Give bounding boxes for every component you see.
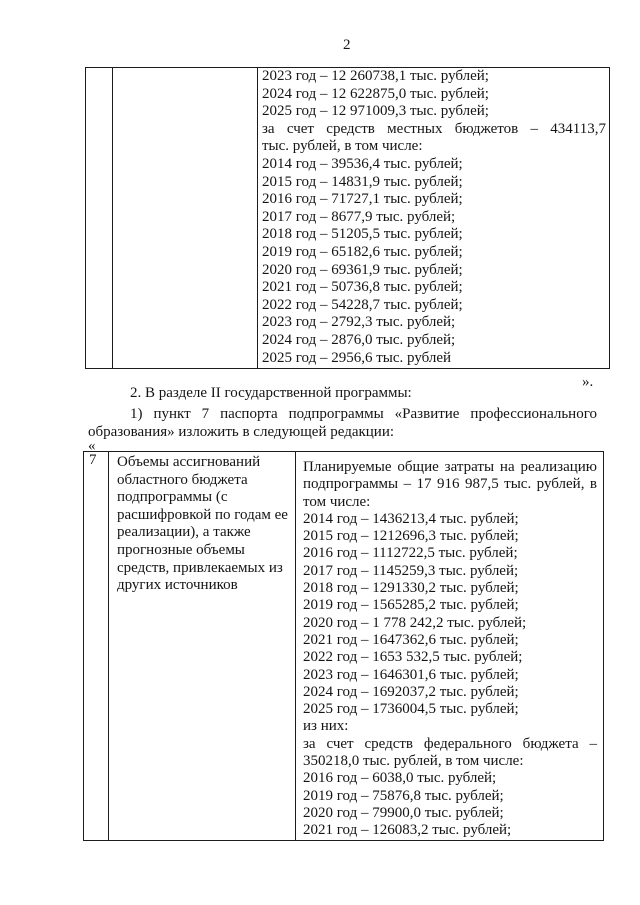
funding-line: 2025 год – 12 971009,3 тыс. рублей; bbox=[262, 103, 489, 120]
funding-line: 2024 год – 2876,0 тыс. рублей; bbox=[262, 331, 456, 348]
funding-values-cell bbox=[258, 68, 609, 368]
item-value-line: 2022 год – 1653 532,5 тыс. рублей; bbox=[303, 649, 523, 666]
funding-line: 2020 год – 69361,9 тыс. рублей; bbox=[262, 261, 463, 278]
subprogram-passport-table bbox=[83, 451, 604, 841]
item-number-cell: 7 bbox=[84, 452, 109, 840]
item-value-line: 2019 год – 1565285,2 тыс. рублей; bbox=[303, 597, 519, 614]
title-cell bbox=[113, 68, 258, 368]
continued-funding-table bbox=[85, 67, 610, 369]
opening-quote: « bbox=[88, 438, 96, 454]
page-number: 2 bbox=[343, 37, 351, 53]
item-title-cell bbox=[109, 452, 296, 840]
item-title-line: расшифровкой по годам ее bbox=[117, 506, 288, 523]
instruction-item-1-line: 1) пункт 7 паспорта подпрограммы «Развитие профессионального bbox=[130, 406, 597, 422]
funding-line: 2023 год – 2792,3 тыс. рублей; bbox=[262, 314, 456, 331]
item-value-line: 350218,0 тыс. рублей, в том числе: bbox=[303, 753, 524, 770]
instruction-item-1-line: образования» изложить в следующей редакции: bbox=[88, 424, 395, 440]
funding-line: 2017 год – 8677,9 тыс. рублей; bbox=[262, 208, 456, 225]
item-value-line: 2021 год – 126083,2 тыс. рублей; bbox=[303, 822, 512, 839]
item-value-line: за счет средств федерального бюджета – bbox=[303, 735, 597, 752]
funding-line: 2019 год – 65182,6 тыс. рублей; bbox=[262, 243, 463, 260]
item-value-line: 2017 год – 1145259,3 тыс. рублей; bbox=[303, 562, 519, 579]
item-value-line: 2014 год – 1436213,4 тыс. рублей; bbox=[303, 510, 519, 527]
item-value-line: том числе: bbox=[303, 493, 371, 510]
funding-line: 2024 год – 12 622875,0 тыс. рублей; bbox=[262, 85, 489, 102]
funding-line: за счет средств местных бюджетов – 434113,7 bbox=[262, 120, 606, 137]
item-value-line: 2024 год – 1692037,2 тыс. рублей; bbox=[303, 683, 519, 700]
item-title-line: прогнозные объемы bbox=[117, 541, 245, 558]
item-value-line: 2018 год – 1291330,2 тыс. рублей; bbox=[303, 580, 519, 597]
funding-line: 2022 год – 54228,7 тыс. рублей; bbox=[262, 296, 463, 313]
item-title-line: Объемы ассигнований bbox=[117, 454, 261, 470]
funding-line: 2014 год – 39536,4 тыс. рублей; bbox=[262, 155, 463, 172]
item-title-line: областного бюджета bbox=[117, 471, 248, 488]
number-cell bbox=[86, 68, 113, 368]
item-value-line: 2016 год – 6038,0 тыс. рублей; bbox=[303, 770, 497, 787]
item-title-line: подпрограммы (с bbox=[117, 489, 228, 506]
item-value-cell bbox=[296, 452, 603, 840]
closing-quote: ». bbox=[582, 374, 594, 390]
item-title-line: других источников bbox=[117, 577, 238, 594]
funding-line: тыс. рублей, в том числе: bbox=[262, 138, 423, 155]
item-value-line: Планируемые общие затраты на реализацию bbox=[303, 459, 597, 475]
funding-line: 2016 год – 71727,1 тыс. рублей; bbox=[262, 191, 463, 208]
item-value-line: 2019 год – 75876,8 тыс. рублей; bbox=[303, 787, 504, 804]
item-value-line: 2020 год – 1 778 242,2 тыс. рублей; bbox=[303, 614, 527, 631]
item-value-line: 2020 год – 79900,0 тыс. рублей; bbox=[303, 804, 504, 821]
item-value-line: 2015 год – 1212696,3 тыс. рублей; bbox=[303, 528, 519, 545]
instruction-section-2: 2. В разделе II государственной программы: bbox=[130, 385, 412, 401]
item-title-line: реализации), а также bbox=[117, 524, 251, 541]
item-value-line: из них: bbox=[303, 718, 349, 735]
item-value-line: 2023 год – 1646301,6 тыс. рублей; bbox=[303, 666, 519, 683]
funding-line: 2021 год – 50736,8 тыс. рублей; bbox=[262, 279, 463, 296]
funding-line: 2025 год – 2956,6 тыс. рублей bbox=[262, 349, 452, 366]
item-value-line: 2025 год – 1736004,5 тыс. рублей; bbox=[303, 701, 519, 718]
funding-line: 2018 год – 51205,5 тыс. рублей; bbox=[262, 226, 463, 243]
item-value-line: 2021 год – 1647362,6 тыс. рублей; bbox=[303, 631, 519, 648]
item-value-line: подпрограммы – 17 916 987,5 тыс. рублей, в bbox=[303, 476, 597, 493]
item-value-line: 2016 год – 1112722,5 тыс. рублей; bbox=[303, 545, 518, 562]
funding-line: 2023 год – 12 260738,1 тыс. рублей; bbox=[262, 68, 489, 84]
funding-line: 2015 год – 14831,9 тыс. рублей; bbox=[262, 173, 463, 190]
item-title-line: средств, привлекаемых из bbox=[117, 559, 283, 576]
